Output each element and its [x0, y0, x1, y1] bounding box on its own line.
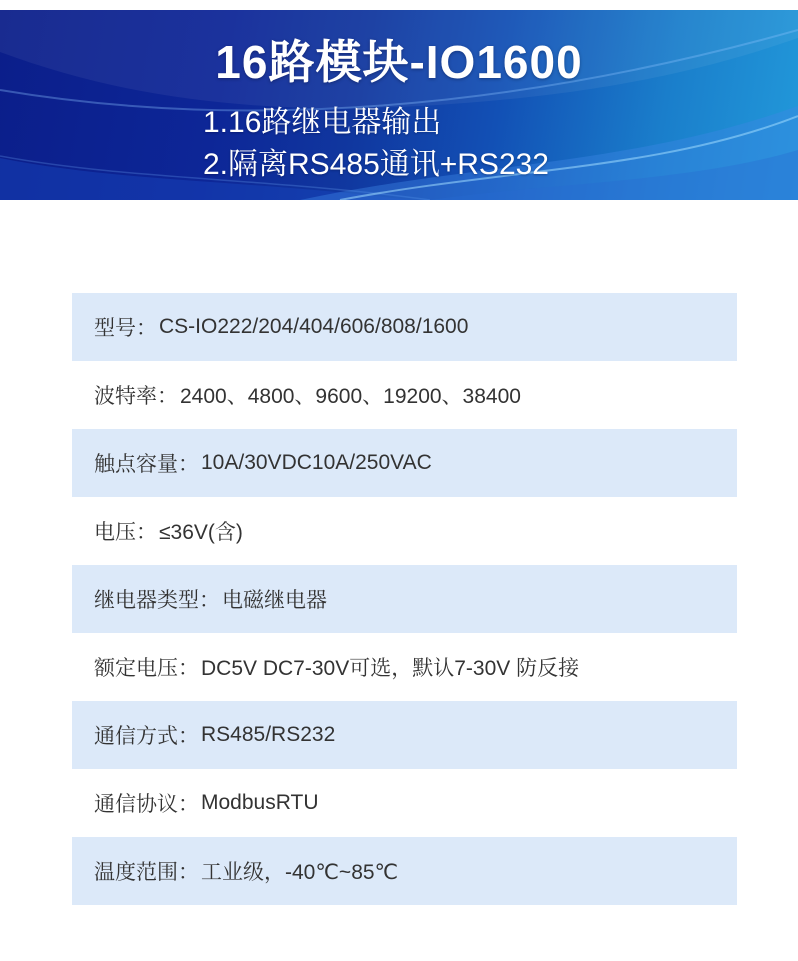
banner-feature-item: 2.隔离RS485通讯+RS232 [203, 148, 549, 181]
spec-row-contact-capacity [72, 429, 737, 497]
banner-feature-item: 1.16路继电器输出 [203, 106, 442, 139]
spec-row-model [72, 293, 737, 361]
product-banner [0, 10, 798, 200]
spec-value: ≤36V(含) [159, 521, 243, 544]
spec-value: 电磁继电器 [222, 589, 327, 612]
spec-label: 电压： [94, 521, 157, 544]
spec-label: 通信协议： [94, 793, 199, 816]
banner-title: 16路模块-IO1600 [215, 36, 583, 88]
spec-value: RS485/RS232 [201, 723, 336, 746]
spec-row-relay-type [72, 565, 737, 633]
spec-label: 触点容量： [94, 453, 199, 476]
spec-value: DC5V DC7-30V可选，默认7-30V 防反接 [201, 657, 580, 680]
spec-row-temperature-range [72, 837, 737, 905]
spec-label: 波特率： [94, 385, 178, 408]
spec-label: 型号： [94, 317, 157, 340]
spec-label: 额定电压： [94, 657, 199, 680]
spec-table [72, 293, 737, 905]
spec-label: 通信方式： [94, 725, 199, 748]
spec-row-voltage [72, 497, 737, 565]
spec-value: 工业级，-40℃~85℃ [201, 861, 399, 884]
spec-row-baud-rate [72, 361, 737, 429]
banner-feature-list [203, 102, 798, 186]
spec-row-communication-mode [72, 701, 737, 769]
spec-label: 继电器类型： [94, 589, 220, 612]
spec-value: ModbusRTU [201, 791, 319, 814]
spec-value: 10A/30VDC10A/250VAC [201, 451, 432, 474]
spec-row-communication-protocol [72, 769, 737, 837]
spec-label: 温度范围： [94, 861, 199, 884]
spec-value: CS-IO222/204/404/606/808/1600 [159, 315, 469, 338]
spec-value: 2400、4800、9600、19200、38400 [180, 385, 521, 408]
spec-row-rated-voltage [72, 633, 737, 701]
